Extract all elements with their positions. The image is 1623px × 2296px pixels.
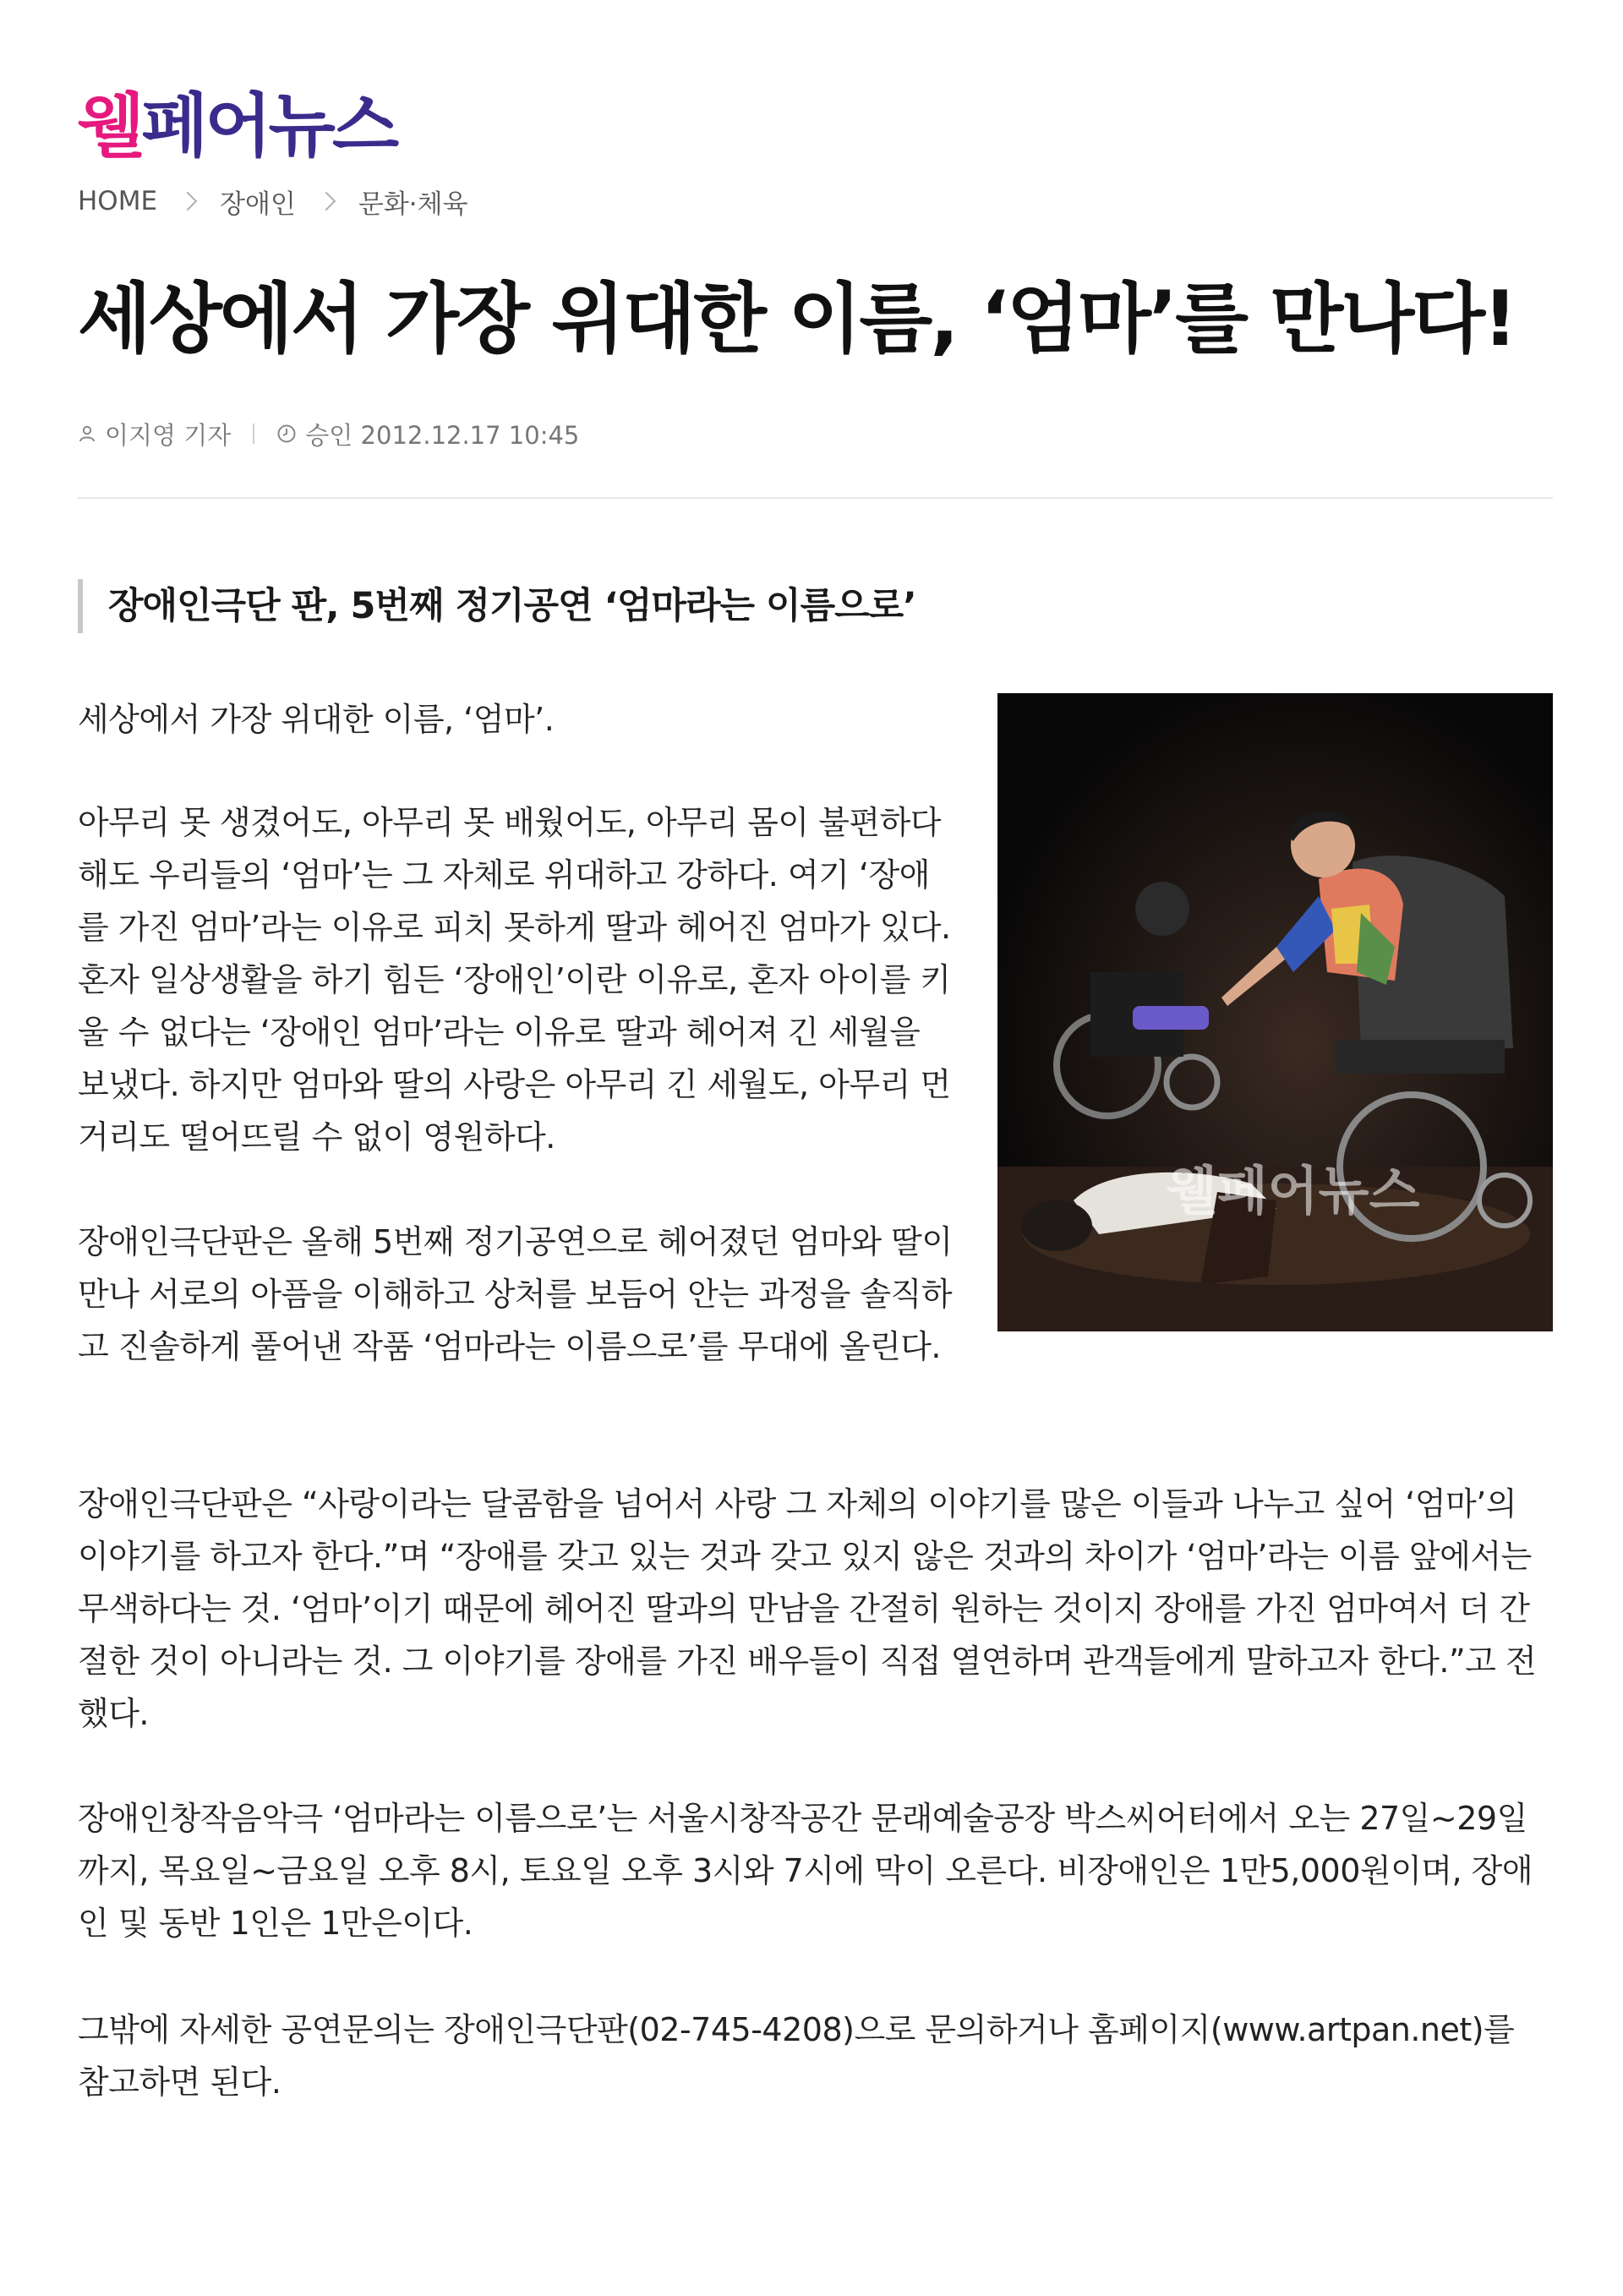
article-subtitle: 장애인극단 판, 5번째 정기공연 ‘엄마라는 이름으로’ bbox=[78, 579, 1346, 633]
article-paragraph-2: 아무리 못 생겼어도, 아무리 못 배웠어도, 아무리 몸이 불편하다 해도 우리들의 ‘엄마’는 그 자체로 위대하고 강하다. 여기 ‘장애를 가진 엄마’라는 이유로 피치 못하게 딸과 헤어진 엄마가 있다. 혼자 일상생활을 하기 힘든 ‘장애인’이란 이유로, 혼자 아이를 키울 수 없다는 ‘장애인 엄마’라는 이유로 딸과 헤어져 긴 세월을 보냈다. 하지만 엄마와 딸의 사랑은 아무리 긴 세월도, 아무리 먼 거리도 떨어뜨릴 수 없이 영원하다. bbox=[78, 804, 951, 1156]
site-logo[interactable] bbox=[78, 85, 396, 169]
article-approved-date: 승인 2012.12.17 10:45 bbox=[305, 420, 580, 450]
article-paragraph-4: 장애인극단판은 “사랑이라는 달콤함을 넘어서 사랑 그 자체의 이야기를 많은 이들과 나누고 싶어 ‘엄마’의 이야기를 하고자 한다.”며 “장애를 갖고 있는 것과 갖고 있지 않은 것과의 차이가 ‘엄마’라는 이름 앞에서는 무색하다는 것. ‘엄마’이기 때문에 헤어진 딸과의 만남을 간절히 원하는 것이지 장애를 가진 엄마여서 더 간절한 것이 아니라는 것. 그 이야기를 장애를 가진 배우들이 직접 열연하며 관객들에게 말하고자 한다.”고 전했다. bbox=[78, 1485, 1537, 1732]
chevron-right-icon bbox=[317, 192, 336, 211]
article-paragraph-5: 장애인창작음악극 ‘엄마라는 이름으로’는 서울시창작공간 문래예술공장 박스씨어터에서 오는 27일~29일까지, 목요일~금요일 오후 8시, 토요일 오후 3시와 7시에 막이 오른다. 비장애인은 1만5,000원이며, 장애인 및 동반 1인은 1만은이다. bbox=[78, 1800, 1533, 1942]
breadcrumb bbox=[78, 183, 468, 220]
person-icon bbox=[78, 424, 96, 443]
meta-divider bbox=[253, 424, 254, 444]
article-title: 세상에서 가장 위대한 이름, ‘엄마’를 만나다! bbox=[78, 275, 1516, 364]
article-paragraph-3: 장애인극단판은 올해 5번째 정기공연으로 헤어졌던 엄마와 딸이 만나 서로의 아픔을 이해하고 상처를 보듬어 안는 과정을 솔직하고 진솔하게 풀어낸 작품 ‘엄마라는 이름으로’를 무대에 올린다. bbox=[78, 1223, 953, 1365]
article-paragraph-6: 그밖에 자세한 공연문의는 장애인극단판(02-745-4208)으로 문의하거나 홈페이지(www.artpan.net)를 참고하면 된다. bbox=[78, 2011, 1515, 2101]
chevron-right-icon bbox=[178, 192, 198, 211]
article-meta bbox=[78, 417, 579, 451]
article-photo[interactable] bbox=[997, 693, 1553, 1331]
breadcrumb-section[interactable]: 장애인 bbox=[220, 189, 296, 220]
stage-photo-illustration bbox=[997, 693, 1553, 1331]
breadcrumb-home[interactable]: HOME bbox=[78, 186, 158, 216]
logo-accent-text: 웰 bbox=[78, 86, 142, 167]
header-divider bbox=[78, 497, 1553, 499]
clock-icon bbox=[276, 424, 297, 444]
article-author: 이지영 기자 bbox=[105, 420, 232, 450]
logo-brand-text: 페어뉴스 bbox=[141, 86, 396, 167]
article-paragraph-1: 세상에서 가장 위대한 이름, ‘엄마’. bbox=[78, 701, 555, 738]
breadcrumb-category[interactable]: 문화·체육 bbox=[358, 189, 468, 220]
photo-watermark: 웰페어뉴스 bbox=[1167, 1160, 1420, 1222]
